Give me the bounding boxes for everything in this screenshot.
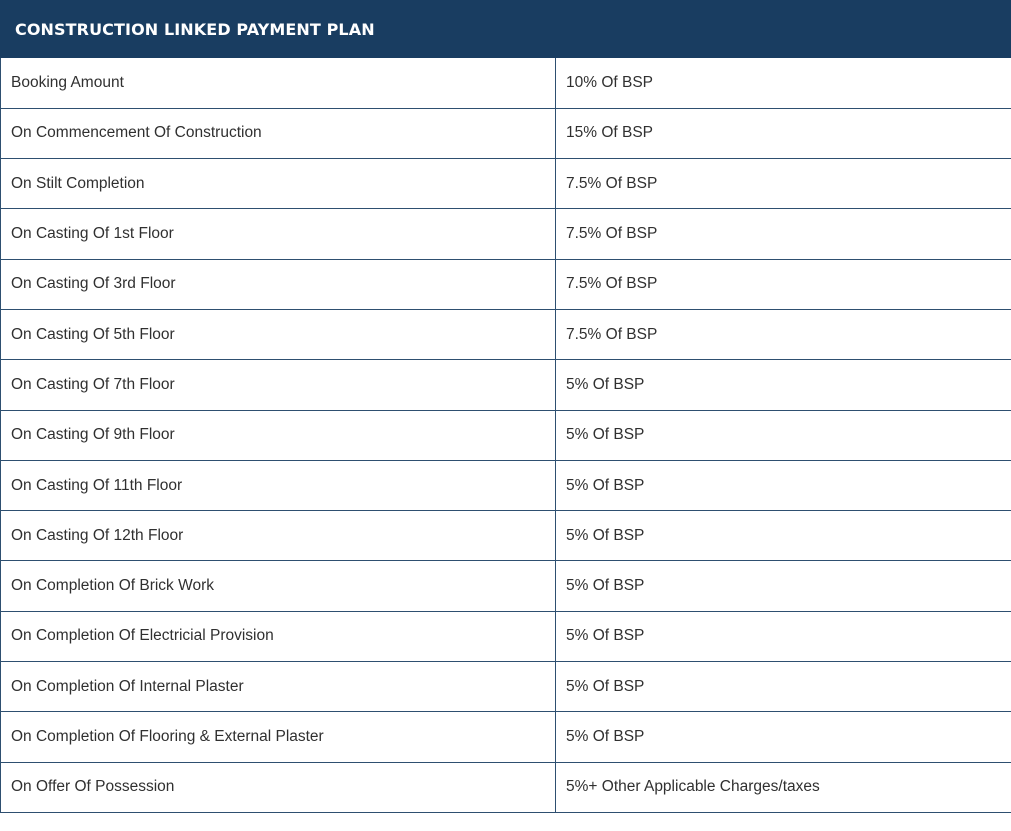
amount-cell: 5% Of BSP [556,511,1011,561]
table-row [1,762,1011,812]
stage-cell: On Completion Of Flooring & External Plaster [1,712,556,762]
table-row [1,360,1011,410]
table-row [1,309,1011,359]
amount-cell: 5% Of BSP [556,561,1011,611]
table-row [1,561,1011,611]
stage-cell: On Commencement Of Construction [1,108,556,158]
table-row [1,108,1011,158]
amount-cell: 5% Of BSP [556,360,1011,410]
table-row [1,460,1011,510]
stage-cell: On Casting Of 3rd Floor [1,259,556,309]
amount-cell: 5%+ Other Applicable Charges/taxes [556,762,1011,812]
stage-cell: On Casting Of 7th Floor [1,360,556,410]
stage-cell: On Completion Of Electricial Provision [1,611,556,661]
table-row [1,511,1011,561]
table-row [1,712,1011,762]
amount-cell: 7.5% Of BSP [556,209,1011,259]
stage-cell: On Completion Of Brick Work [1,561,556,611]
amount-cell: 5% Of BSP [556,410,1011,460]
stage-cell: On Casting Of 5th Floor [1,309,556,359]
amount-cell: 7.5% Of BSP [556,309,1011,359]
stage-cell: Booking Amount [1,58,556,108]
payment-plan-table [0,58,1011,813]
stage-cell: On Completion Of Internal Plaster [1,662,556,712]
stage-cell: On Casting Of 11th Floor [1,460,556,510]
table-row [1,662,1011,712]
table-row [1,410,1011,460]
amount-cell: 15% Of BSP [556,108,1011,158]
amount-cell: 7.5% Of BSP [556,259,1011,309]
amount-cell: 5% Of BSP [556,662,1011,712]
table-row [1,58,1011,108]
stage-cell: On Offer Of Possession [1,762,556,812]
table-row [1,259,1011,309]
stage-cell: On Casting Of 9th Floor [1,410,556,460]
table-row [1,209,1011,259]
amount-cell: 10% Of BSP [556,58,1011,108]
payment-plan-title: CONSTRUCTION LINKED PAYMENT PLAN [0,0,1011,58]
table-row [1,611,1011,661]
amount-cell: 5% Of BSP [556,460,1011,510]
amount-cell: 5% Of BSP [556,611,1011,661]
stage-cell: On Casting Of 1st Floor [1,209,556,259]
table-row [1,159,1011,209]
stage-cell: On Stilt Completion [1,159,556,209]
amount-cell: 5% Of BSP [556,712,1011,762]
amount-cell: 7.5% Of BSP [556,159,1011,209]
stage-cell: On Casting Of 12th Floor [1,511,556,561]
